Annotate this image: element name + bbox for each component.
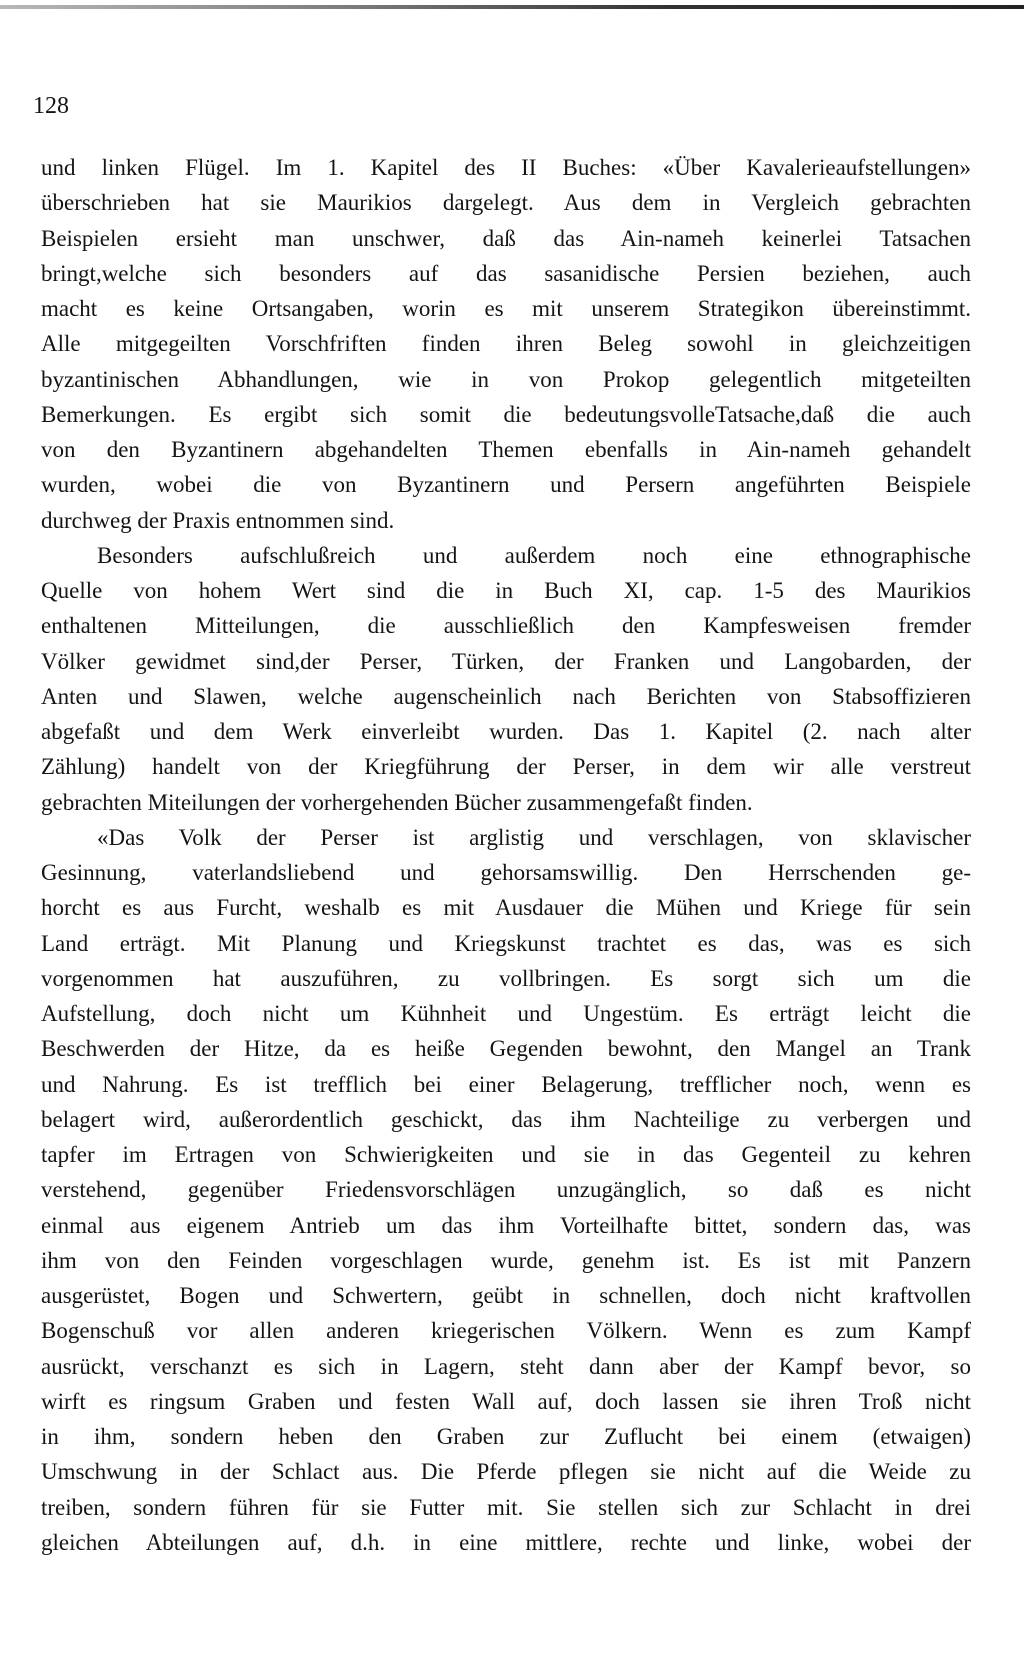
text-line: Gesinnung, vaterlandsliebend und gehorsamswillig. Den Herrschenden ge- xyxy=(41,860,971,885)
text-line: vorgenommen hat auszuführen, zu vollbringen. Es sorgt sich um die xyxy=(41,965,971,991)
text-line: Quelle von hohem Wert sind die in Buch XI, cap. 1-5 des Maurikios xyxy=(41,578,971,603)
scan-top-edge-rule xyxy=(0,5,1024,9)
text-line: belagert wird, außerordentlich geschickt, das ihm Nachteilige zu verbergen und xyxy=(41,1106,971,1132)
text-line: enthaltenen Mitteilungen, die ausschließlich den Kampfesweisen fremder xyxy=(41,613,971,639)
text-line: Umschwung in der Schlact aus. Die Pferde pflegen sie nicht auf die Weide zu xyxy=(41,1459,971,1485)
text-line: bringt,welche sich besonders auf das sasanidische Persien beziehen, auch xyxy=(41,260,971,286)
text-line: Besonders aufschlußreich und außerdem noch eine ethnographische xyxy=(97,542,971,568)
text-line: treiben, sondern führen für sie Futter mit. Sie stellen sich zur Schlacht in drei xyxy=(41,1494,971,1520)
text-line: Beschwerden der Hitze, da es heiße Gegenden bewohnt, den Mangel an Trank xyxy=(41,1036,971,1062)
text-line: einmal aus eigenem Antrieb um das ihm Vorteilhafte bittet, sondern das, was xyxy=(41,1212,971,1238)
text-line: Alle mitgegeilten Vorschfriften finden ihren Beleg sowohl in gleichzeitigen xyxy=(41,331,971,357)
text-line: verstehend, gegenüber Friedensvorschlägen unzugänglich, so daß es nicht xyxy=(41,1177,971,1203)
text-line: ausgerüstet, Bogen und Schwertern, geübt in schnellen, doch nicht kraftvollen xyxy=(41,1283,971,1308)
text-line: «Das Volk der Perser ist arglistig und verschlagen, von sklavischer xyxy=(97,824,971,850)
text-line: horcht es aus Furcht, weshalb es mit Ausdauer die Mühen und Kriege für sein xyxy=(41,895,971,921)
text-line: Bogenschuß vor allen anderen kriegerischen Völkern. Wenn es zum Kampf xyxy=(41,1318,971,1344)
text-line: Anten und Slawen, welche augenscheinlich nach Berichten von Stabsoffizieren xyxy=(41,683,971,709)
text-line: Völker gewidmet sind,der Perser, Türken, der Franken und Langobarden, der xyxy=(41,648,971,674)
text-line: byzantinischen Abhandlungen, wie in von Prokop gelegentlich mitgeteilten xyxy=(41,366,971,392)
text-line: ausrückt, verschanzt es sich in Lagern, steht dann aber der Kampf bevor, so xyxy=(41,1353,971,1379)
text-line: ihm von den Feinden vorgeschlagen wurde, genehm ist. Es ist mit Panzern xyxy=(41,1247,971,1273)
text-line: tapfer im Ertragen von Schwierigkeiten und sie in das Gegenteil zu kehren xyxy=(41,1142,971,1167)
text-line: wirft es ringsum Graben und festen Wall auf, doch lassen sie ihren Troß nicht xyxy=(41,1388,971,1414)
text-line: von den Byzantinern abgehandelten Themen ebenfalls in Ain-nameh gehandelt xyxy=(41,437,971,462)
text-line: Beispielen ersieht man unschwer, daß das Ain-nameh keinerlei Tatsachen xyxy=(41,225,971,251)
text-line: überschrieben hat sie Maurikios dargelegt. Aus dem in Vergleich gebrachten xyxy=(41,190,971,216)
text-line: abgefaßt und dem Werk einverleibt wurden. Das 1. Kapitel (2. nach alter xyxy=(41,719,971,744)
body-text xyxy=(41,150,971,1560)
text-line: durchweg der Praxis entnommen sind. xyxy=(41,507,395,533)
text-line: Bemerkungen. Es ergibt sich somit die bedeutungsvolleTatsache,daß die auch xyxy=(41,401,971,427)
text-line: Land erträgt. Mit Planung und Kriegskunst trachtet es das, was es sich xyxy=(41,930,971,956)
text-line: Zählung) handelt von der Kriegführung der Perser, in dem wir alle verstreut xyxy=(41,754,971,780)
text-line: wurden, wobei die von Byzantinern und Persern angeführten Beispiele xyxy=(41,472,971,498)
text-line: gleichen Abteilungen auf, d.h. in eine mittlere, rechte und linke, wobei der xyxy=(41,1529,971,1555)
page-number: 128 xyxy=(33,93,69,119)
text-line: und Nahrung. Es ist trefflich bei einer Belagerung, trefflicher noch, wenn es xyxy=(41,1071,971,1097)
text-line: in ihm, sondern heben den Graben zur Zuflucht bei einem (etwaigen) xyxy=(41,1424,971,1449)
text-line: und linken Flügel. Im 1. Kapitel des II Buches: «Über Kavalerieaufstellungen» xyxy=(41,155,971,180)
text-line: gebrachten Miteilungen der vorhergehenden Bücher zusammengefaßt finden. xyxy=(41,789,753,815)
text-line: macht es keine Ortsangaben, worin es mit unserem Strategikon übereinstimmt. xyxy=(41,296,971,321)
text-line: Aufstellung, doch nicht um Kühnheit und Ungestüm. Es erträgt leicht die xyxy=(41,1001,971,1026)
